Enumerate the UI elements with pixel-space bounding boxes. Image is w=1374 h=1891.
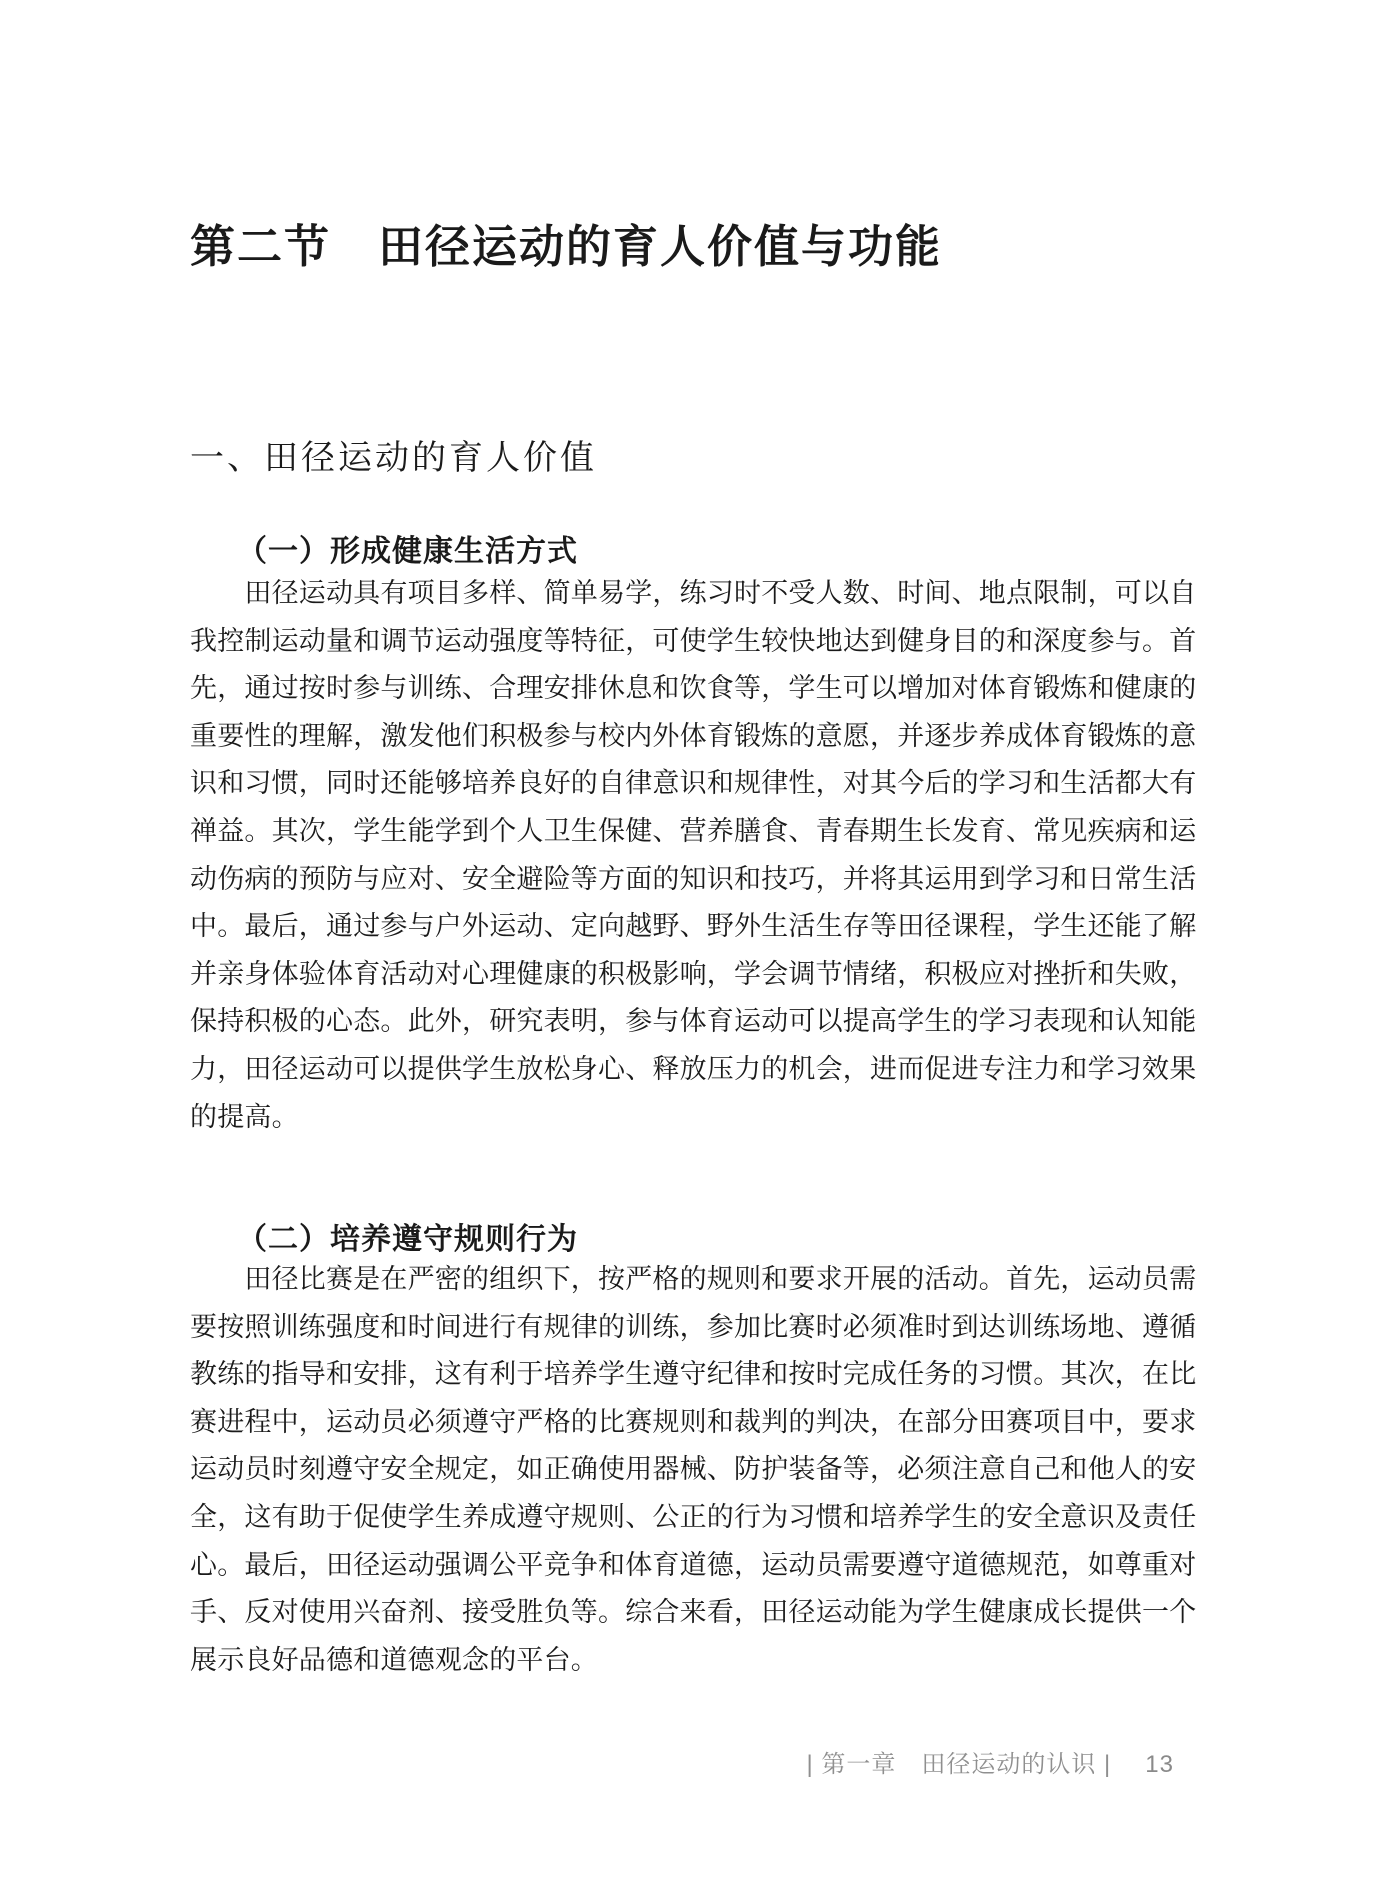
text-line: 的提高。 xyxy=(190,1101,299,1132)
text-line: 禅益。其次，学生能学到个人卫生保健、营养膳食、青春期生长发育、常见疾病和运 xyxy=(190,815,1197,846)
section-heading: 一、田径运动的育人价值 xyxy=(190,439,597,477)
text-line: 并亲身体验体育活动对心理健康的积极影响，学会调节情绪，积极应对挫折和失败， xyxy=(190,958,1197,989)
page-footer xyxy=(806,1744,1174,1779)
text-line: 田径比赛是在严密的组织下，按严格的规则和要求开展的活动。首先，运动员需 xyxy=(190,1264,1197,1294)
text-line: 心。最后，田径运动强调公平竞争和体育道德，运动员需要遵守道德规范，如尊重对 xyxy=(190,1549,1197,1580)
text-line: 田径运动具有项目多样、简单易学，练习时不受人数、时间、地点限制，可以自 xyxy=(190,578,1197,608)
text-line: 力，田径运动可以提供学生放松身心、释放压力的机会，进而促进专注力和学习效果 xyxy=(190,1053,1197,1084)
text-line: 保持积极的心态。此外，研究表明，参与体育运动可以提高学生的学习表现和认知能 xyxy=(190,1006,1197,1037)
text-line: 识和习惯，同时还能够培养良好的自律意识和规律性，对其今后的学习和生活都大有 xyxy=(190,768,1197,799)
paragraph-2 xyxy=(190,1256,1200,1684)
text-line: 中。最后，通过参与户外运动、定向越野、野外生活生存等田径课程，学生还能了解 xyxy=(190,911,1197,942)
footer-chapter-label: | 第一章 田径运动的认识 | xyxy=(806,1751,1112,1778)
text-line: 先，通过按时参与训练、合理安排休息和饮食等，学生可以增加对体育锻炼和健康的 xyxy=(190,673,1197,704)
subsection-2-heading: （二）培养遵守规则行为 xyxy=(237,1223,578,1256)
text-line: 赛进程中，运动员必须遵守严格的比赛规则和裁判的判决，在部分田赛项目中，要求 xyxy=(190,1406,1197,1437)
text-line: 展示良好品德和道德观念的平台。 xyxy=(190,1644,598,1675)
text-line: 手、反对使用兴奋剂、接受胜负等。综合来看，田径运动能为学生健康成长提供一个 xyxy=(190,1597,1197,1628)
page-title: 第二节 田径运动的育人价值与功能 xyxy=(190,222,943,272)
text-line: 教练的指导和安排，这有利于培养学生遵守纪律和按时完成任务的习惯。其次，在比 xyxy=(190,1359,1197,1390)
page-number: 13 xyxy=(1145,1751,1174,1778)
text-line: 我控制运动量和调节运动强度等特征，可使学生较快地达到健身目的和深度参与。首 xyxy=(190,625,1197,656)
paragraph-1 xyxy=(190,570,1200,1141)
text-line: 全，这有助于促使学生养成遵守规则、公正的行为习惯和培养学生的安全意识及责任 xyxy=(190,1501,1197,1532)
text-line: 运动员时刻遵守安全规定，如正确使用器械、防护装备等，必须注意自己和他人的安 xyxy=(190,1454,1197,1485)
subsection-1-heading: （一）形成健康生活方式 xyxy=(237,535,578,568)
text-line: 重要性的理解，激发他们积极参与校内外体育锻炼的意愿，并逐步养成体育锻炼的意 xyxy=(190,720,1197,751)
text-line: 动伤病的预防与应对、安全避险等方面的知识和技巧，并将其运用到学习和日常生活 xyxy=(190,863,1197,894)
text-line: 要按照训练强度和时间进行有规律的训练，参加比赛时必须准时到达训练场地、遵循 xyxy=(190,1311,1197,1342)
